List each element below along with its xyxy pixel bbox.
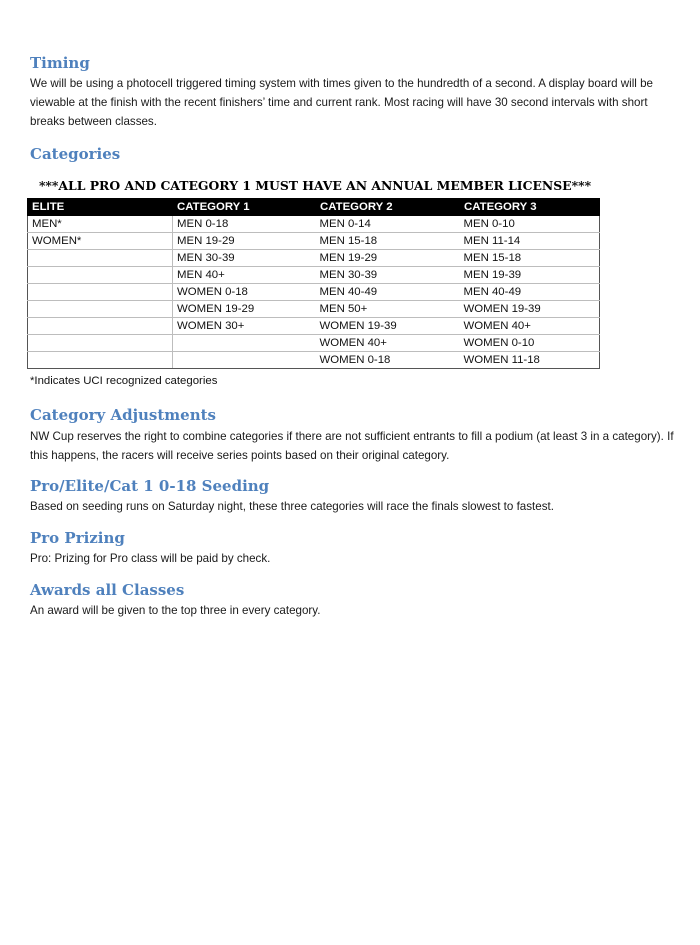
table-row <box>28 352 600 369</box>
table-cell: MEN 15-18 <box>316 233 460 250</box>
table-cell <box>28 284 173 301</box>
table-cell: WOMEN 0-18 <box>173 284 316 301</box>
license-notice: ***ALL PRO AND CATEGORY 1 MUST HAVE AN ANNUAL MEMBER LICENSE*** <box>38 178 592 193</box>
uci-footnote: *Indicates UCI recognized categories <box>30 375 218 387</box>
table-row <box>28 250 600 267</box>
table-cell: MEN 50+ <box>316 301 460 318</box>
table-cell <box>28 335 173 352</box>
table-cell: MEN 19-29 <box>316 250 460 267</box>
table-row <box>28 318 600 335</box>
table-cell <box>173 335 316 352</box>
table-cell <box>28 318 173 335</box>
table-cell: WOMEN 0-10 <box>460 335 600 352</box>
table-cell: MEN 30-39 <box>316 267 460 284</box>
pro-prizing-paragraph: Pro: Prizing for Pro class will be paid by check. <box>30 552 271 565</box>
table-cell: WOMEN 40+ <box>316 335 460 352</box>
table-cell <box>28 301 173 318</box>
table-cell: MEN 19-39 <box>460 267 600 284</box>
table-cell: MEN 30-39 <box>173 250 316 267</box>
awards-paragraph: An award will be given to the top three in every category. <box>30 604 321 617</box>
table-cell: MEN 40-49 <box>316 284 460 301</box>
table-row <box>28 267 600 284</box>
table-cell: WOMEN 19-39 <box>460 301 600 318</box>
table-cell: MEN 11-14 <box>460 233 600 250</box>
table-cell: MEN 15-18 <box>460 250 600 267</box>
table-cell: WOMEN 19-29 <box>173 301 316 318</box>
table-cell: WOMEN 40+ <box>460 318 600 335</box>
table-row <box>28 301 600 318</box>
table-cell: MEN 0-10 <box>460 216 600 233</box>
table-cell <box>28 267 173 284</box>
table-cell <box>28 352 173 369</box>
table-cell: MEN 40+ <box>173 267 316 284</box>
column-header-category-2: CATEGORY 2 <box>316 199 460 216</box>
categories-table <box>27 198 600 369</box>
column-header-category-1: CATEGORY 1 <box>173 199 316 216</box>
awards-heading: Awards all Classes <box>30 581 185 599</box>
column-header-elite: ELITE <box>28 199 173 216</box>
table-cell: WOMEN 30+ <box>173 318 316 335</box>
timing-paragraph: We will be using a photocell triggered timing system with times given to the hundredth of a second. A display board will be viewable at the finish with the recent finishers’ time and current rank. Most racing will have 30 second intervals with short breaks between classes. <box>30 77 653 128</box>
table-cell: WOMEN 19-39 <box>316 318 460 335</box>
seeding-heading: Pro/Elite/Cat 1 0-18 Seeding <box>30 477 270 495</box>
timing-heading: Timing <box>30 54 90 72</box>
seeding-paragraph: Based on seeding runs on Saturday night, these three categories will race the finals slowest to fastest. <box>30 500 554 513</box>
table-cell: MEN 0-14 <box>316 216 460 233</box>
table-cell <box>173 352 316 369</box>
table-cell <box>28 250 173 267</box>
category-adjustments-heading: Category Adjustments <box>30 406 216 424</box>
table-row <box>28 216 600 233</box>
table-header-row <box>28 199 600 216</box>
table-row <box>28 335 600 352</box>
category-adjustments-paragraph: NW Cup reserves the right to combine categories if there are not sufficient entrants to fill a podium (at least 3 in a category). If this happens, the racers will receive series points based on their original category. <box>30 430 674 462</box>
table-row <box>28 233 600 250</box>
table-cell: MEN 0-18 <box>173 216 316 233</box>
table-cell: WOMEN 0-18 <box>316 352 460 369</box>
table-cell: MEN 19-29 <box>173 233 316 250</box>
table-cell: WOMEN 11-18 <box>460 352 600 369</box>
column-header-category-3: CATEGORY 3 <box>460 199 600 216</box>
table-cell: MEN* <box>28 216 173 233</box>
table-row <box>28 284 600 301</box>
pro-prizing-heading: Pro Prizing <box>30 529 125 547</box>
categories-heading: Categories <box>30 145 121 163</box>
table-cell: MEN 40-49 <box>460 284 600 301</box>
table-cell: WOMEN* <box>28 233 173 250</box>
